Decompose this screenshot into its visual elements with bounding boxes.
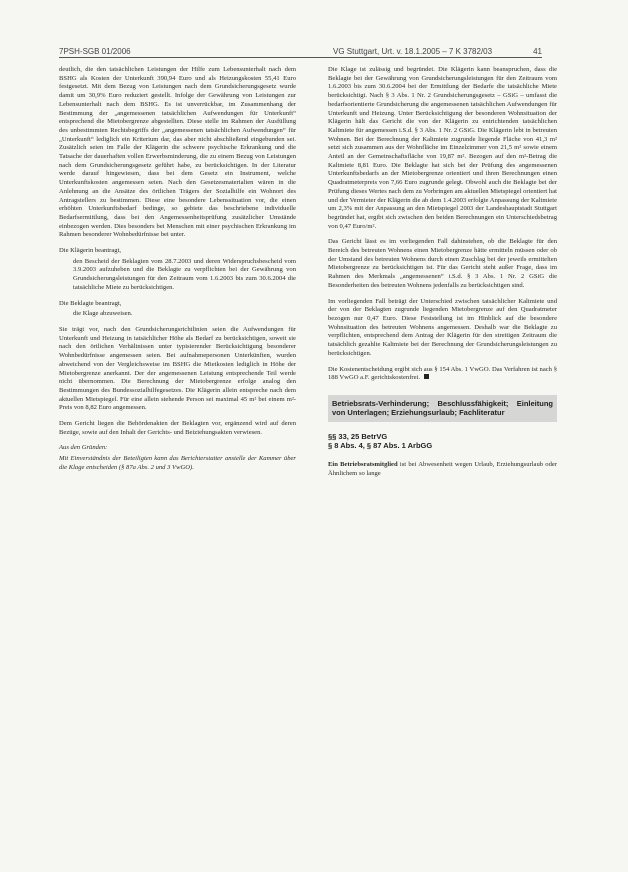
left-column	[59, 66, 296, 480]
body-paragraph: Im vorliegenden Fall beträgt der Unterschied zwischen tatsächlicher Kaltmiete und der von der Beklagten zugrunde liegenden Mietobergrenze auf den Quadratmeter bezogen nur 0,47 Euro. Diese Feststellung ist im Hinblick auf die besondere Wohnsituation des betreuten Wohnens angemessen. Deshalb war die Beklagte zu verpflichten, entsprechend dem Antrag der Klägerin für den streitigen Zeitraum die tatsächlich gezahlte Kaltmiete bei der Berechnung der Grundsicherungsleistungen zu berücksichtigen.	[328, 297, 557, 357]
statute-references	[328, 432, 557, 451]
body-paragraph: Sie trägt vor, nach den Grundsicherungsrichtlinien seien die Aufwendungen für Unterkunft und Heizung in tatsächlicher Höhe als Bedarf zu berücksichtigen, soweit sie nach den örtlichen Verhältnissen unter typisierender Berücksichtigung besonderer Wohnbedürfnisse angemessen seien. Bei aufnahmepersonen Unterkünften, wurden abweichend von der Vergleichsweise im BSHG die Mietkosten lediglich in Höhe der Mietobergrenze anerkannt. Der der angemessenen Leistung entsprechende Teil werde nicht übernommen. Die Berechnung der Mietobergrenze erfolge analog den Bestimmungen des Bundessozialhilfegesetzes. Die Klägerin allein entspreche nach dem aktuellen Mietspiegel. Für eine allein stehende Person sei maximal 45 m² bei einem m²-Preis von 8,82 Euro angemessen.	[59, 325, 296, 412]
court-decision-reference: VG Stuttgart, Urt. v. 18.1.2005 – 7 K 3782/03	[333, 47, 493, 56]
body-paragraph: deutlich, die den tatsächlichen Leistungen der Hilfe zum Lebensunterhalt nach dem BSHG als Kosten der Unterkunft 390,94 Euro und als Heizungskosten 55,41 Euro festgesetzt. Mit dem Bezug von Leistungen nach dem Grundsicherungsgesetz wurde damit um 30,9% Euro reduziert gestellt. Infolge der Gewährung von Leistungen zur Lebensunterhalt nach dem BSHG. Es ist unverrückbar, im Zusammenhang der Bestimmung der „angemessenen tatsächlichen Aufwendungen für Unterkunft“ entsprechend die Mietobergrenze abgestellten. Diese stelle im Rahmen der Ausfüllung des unbestimmten Rechtsbegriffs der „angemessenen tatsächlichen Aufwendungen“ für „Unterkunft“ lediglich ein Kriterium dar, das aber nicht abschließend eingebunden sei. Zusätzlich seien im Falle der Klägerin die schwere psychische Erkrankung und die Tatsache der dauerhaften vollen Erwerbsminderung, die zu einem Bezug von Leistungen nach dem Grundsicherungsgesetz geführt habe, zu berücksichtigen. In der Literatur werde darauf hingewiesen, dass bei dem Gesetz ein Instrument, welche Unterkunftskosten angemessen seien. Nach den Gesetzesmaterialien wären in die Anlehnung an die Ansätze des örtlichen Trägers der Sozialhilfe ein Wohnort des Antragstellers zu bestimmen. Diese eine besondere Lebenssituation vor, die einen erhöhten Unterkunftsbedarf bedinge, so gebiete das beschriebene individuelle Bedarfsermittlung, dass bei den Angemessenheitsprüfung zusätzlicher Umstände einbezogen werden. Dies besonders bei Menschen mit einer psychischen Erkrankung im Rahmen besonderer Wohnbedürfnisse bei unter.	[59, 66, 296, 239]
claim-request: die Klage abzuweisen.	[73, 310, 133, 318]
cost-decision-text: Die Kostenentscheidung ergibt sich aus § 154 Abs. 1 VwGO. Das Verfahren ist nach § 188 VwGO a.F. gerichtskostenfrei.	[328, 365, 557, 382]
lead-text: ist bei Abwesenheit wegen Urlaub, Erziehungsurlaub oder Ähnlichem so lange	[328, 460, 557, 477]
body-paragraph: Mit Einverständnis der Beteiligten kann das Berichterstatter anstelle der Kammer über die Klage entscheiden (§ 87a Abs. 2 und 3 VwGO).	[59, 455, 296, 471]
body-paragraph: Dem Gericht liegen die Behördenakten der Beklagten vor, ergänzend wird auf deren Bezüge, sowie auf den Inhalt der Gerichts- und Beiziehungsakten verwiesen.	[59, 420, 296, 436]
journal-reference: 7PSH-SGB 01/2006	[59, 47, 131, 56]
lead-paragraph	[328, 461, 557, 478]
body-paragraph: Die Beklagte beantragt,	[59, 299, 122, 307]
claim-request: den Bescheid der Beklagten vom 28.7.2003 und deren Widerspruchsbescheid vom 3.9.2003 aufzuheben und die Beklagte zu verpflichten bei der Gewährung von Grundsicherungsleistungen für den Zeitraum vom 1.6.2003 bis zum 30.6.2004 die tatsächliche Miete zu berücksichtigen.	[73, 257, 296, 291]
statute-reference: § 8 Abs. 4, § 87 Abs. 1 ArbGG	[328, 441, 433, 451]
lead-label: Ein Betriebsratsmitglied	[328, 460, 398, 468]
topic-keywords-box: Betriebsrats-Verhinderung; Beschlussfähigkeit; Einleitung von Unterlagen; Erziehungsurlaub; Fachliteratur	[328, 395, 557, 422]
header-rule	[59, 57, 542, 58]
body-paragraph: Das Gericht lässt es im vorliegenden Fall dahinstehen, ob die Beklagte für den Bereich des betreuten Wohnens einen Mietobergrenze hätte ermitteln müssen oder ob der Umstand des betreuten Wohnens durch einen Zuschlag bei der jeweils ermittelten Mietobergrenze zu berücksichtigen ist. Für das Gericht steht außer Frage, dass im Rahmen des Merkmals „angemessenen“ i.S.d. § 3 Abs. 1 Nr. 2 GSiG die Besonderheiten des betreuten Wohnens jedenfalls zu berücksichtigen sind.	[328, 238, 557, 289]
page-number: 41	[533, 47, 542, 56]
statute-reference: §§ 33, 25 BetrVG	[328, 431, 388, 441]
right-column	[328, 66, 557, 485]
body-paragraph	[328, 366, 557, 383]
body-paragraph: Die Klage ist zulässig und begründet. Die Klägerin kann beanspruchen, dass die Beklagte bei der Gewährung von Grundsicherungsleistungen für den Zeitraum vom 1.6.2003 bis zum 30.6.2004 bei der Ermittlung der Bedarfe die tatsächliche Miete berücksichtigt. Nach § 3 Abs. 1 Nr. 2 Grundsicherungsgesetz – GSiG – umfasst die bedarfsorientierte Grundsicherung die angemessenen tatsächlichen Aufwendungen für Unterkunft und Heizung. Unter Berücksichtigung der besonderen Wohnsituation der Klägerin hält das Gericht die von der Klägerin zu entrichtenden tatsächlichen Kaltmiete für angemessen i.S.d. § 3 Abs. 1 Nr. 2 GSiG. Die Klägerin lebt in betreuten Wohnen. Bei der Berechnung der Kaltmiete zugrunde liegende Fläche von 41,3 m² setzt sich zusammen aus der Wohnfläche im Einzelzimmer von 21,5 m² sowie einem Anteil an der Gemeinschaftsfläche von 19,87 m². Bezogen auf den m²-Betrag die Kaltmiete 8,81 Euro. Die Beklagte hat sich bei der Prüfung des angemessenen Unterkunftsbedarfs an der Mietobergrenze orientiert und ihren Berechnungen einen Quadratmeterpreis von 7,66 Euro zugrunde gelegt. Obwohl auch die Beklagte bei der Prüfung dieses Wertes nach dem zu Vorbringen am aktuellen Mietspiegel orientiert hat und der Vermieter der Klägerin die ab dem 1.4.2003 erfolgte Anpassung der Kaltmiete um 2,3% mit der Anpassung an den Mietspiegel 2003 der Landeshauptstadt Stuttgart begründet hat, ergibt sich zwischen den beiden Berechnungen ein Unterschiedsbetrag von 0,47 Euro/m².	[328, 66, 557, 230]
end-of-article-mark	[424, 374, 429, 379]
section-heading: Aus den Gründen:	[59, 444, 108, 452]
body-paragraph: Die Klägerin beantragt,	[59, 247, 122, 255]
